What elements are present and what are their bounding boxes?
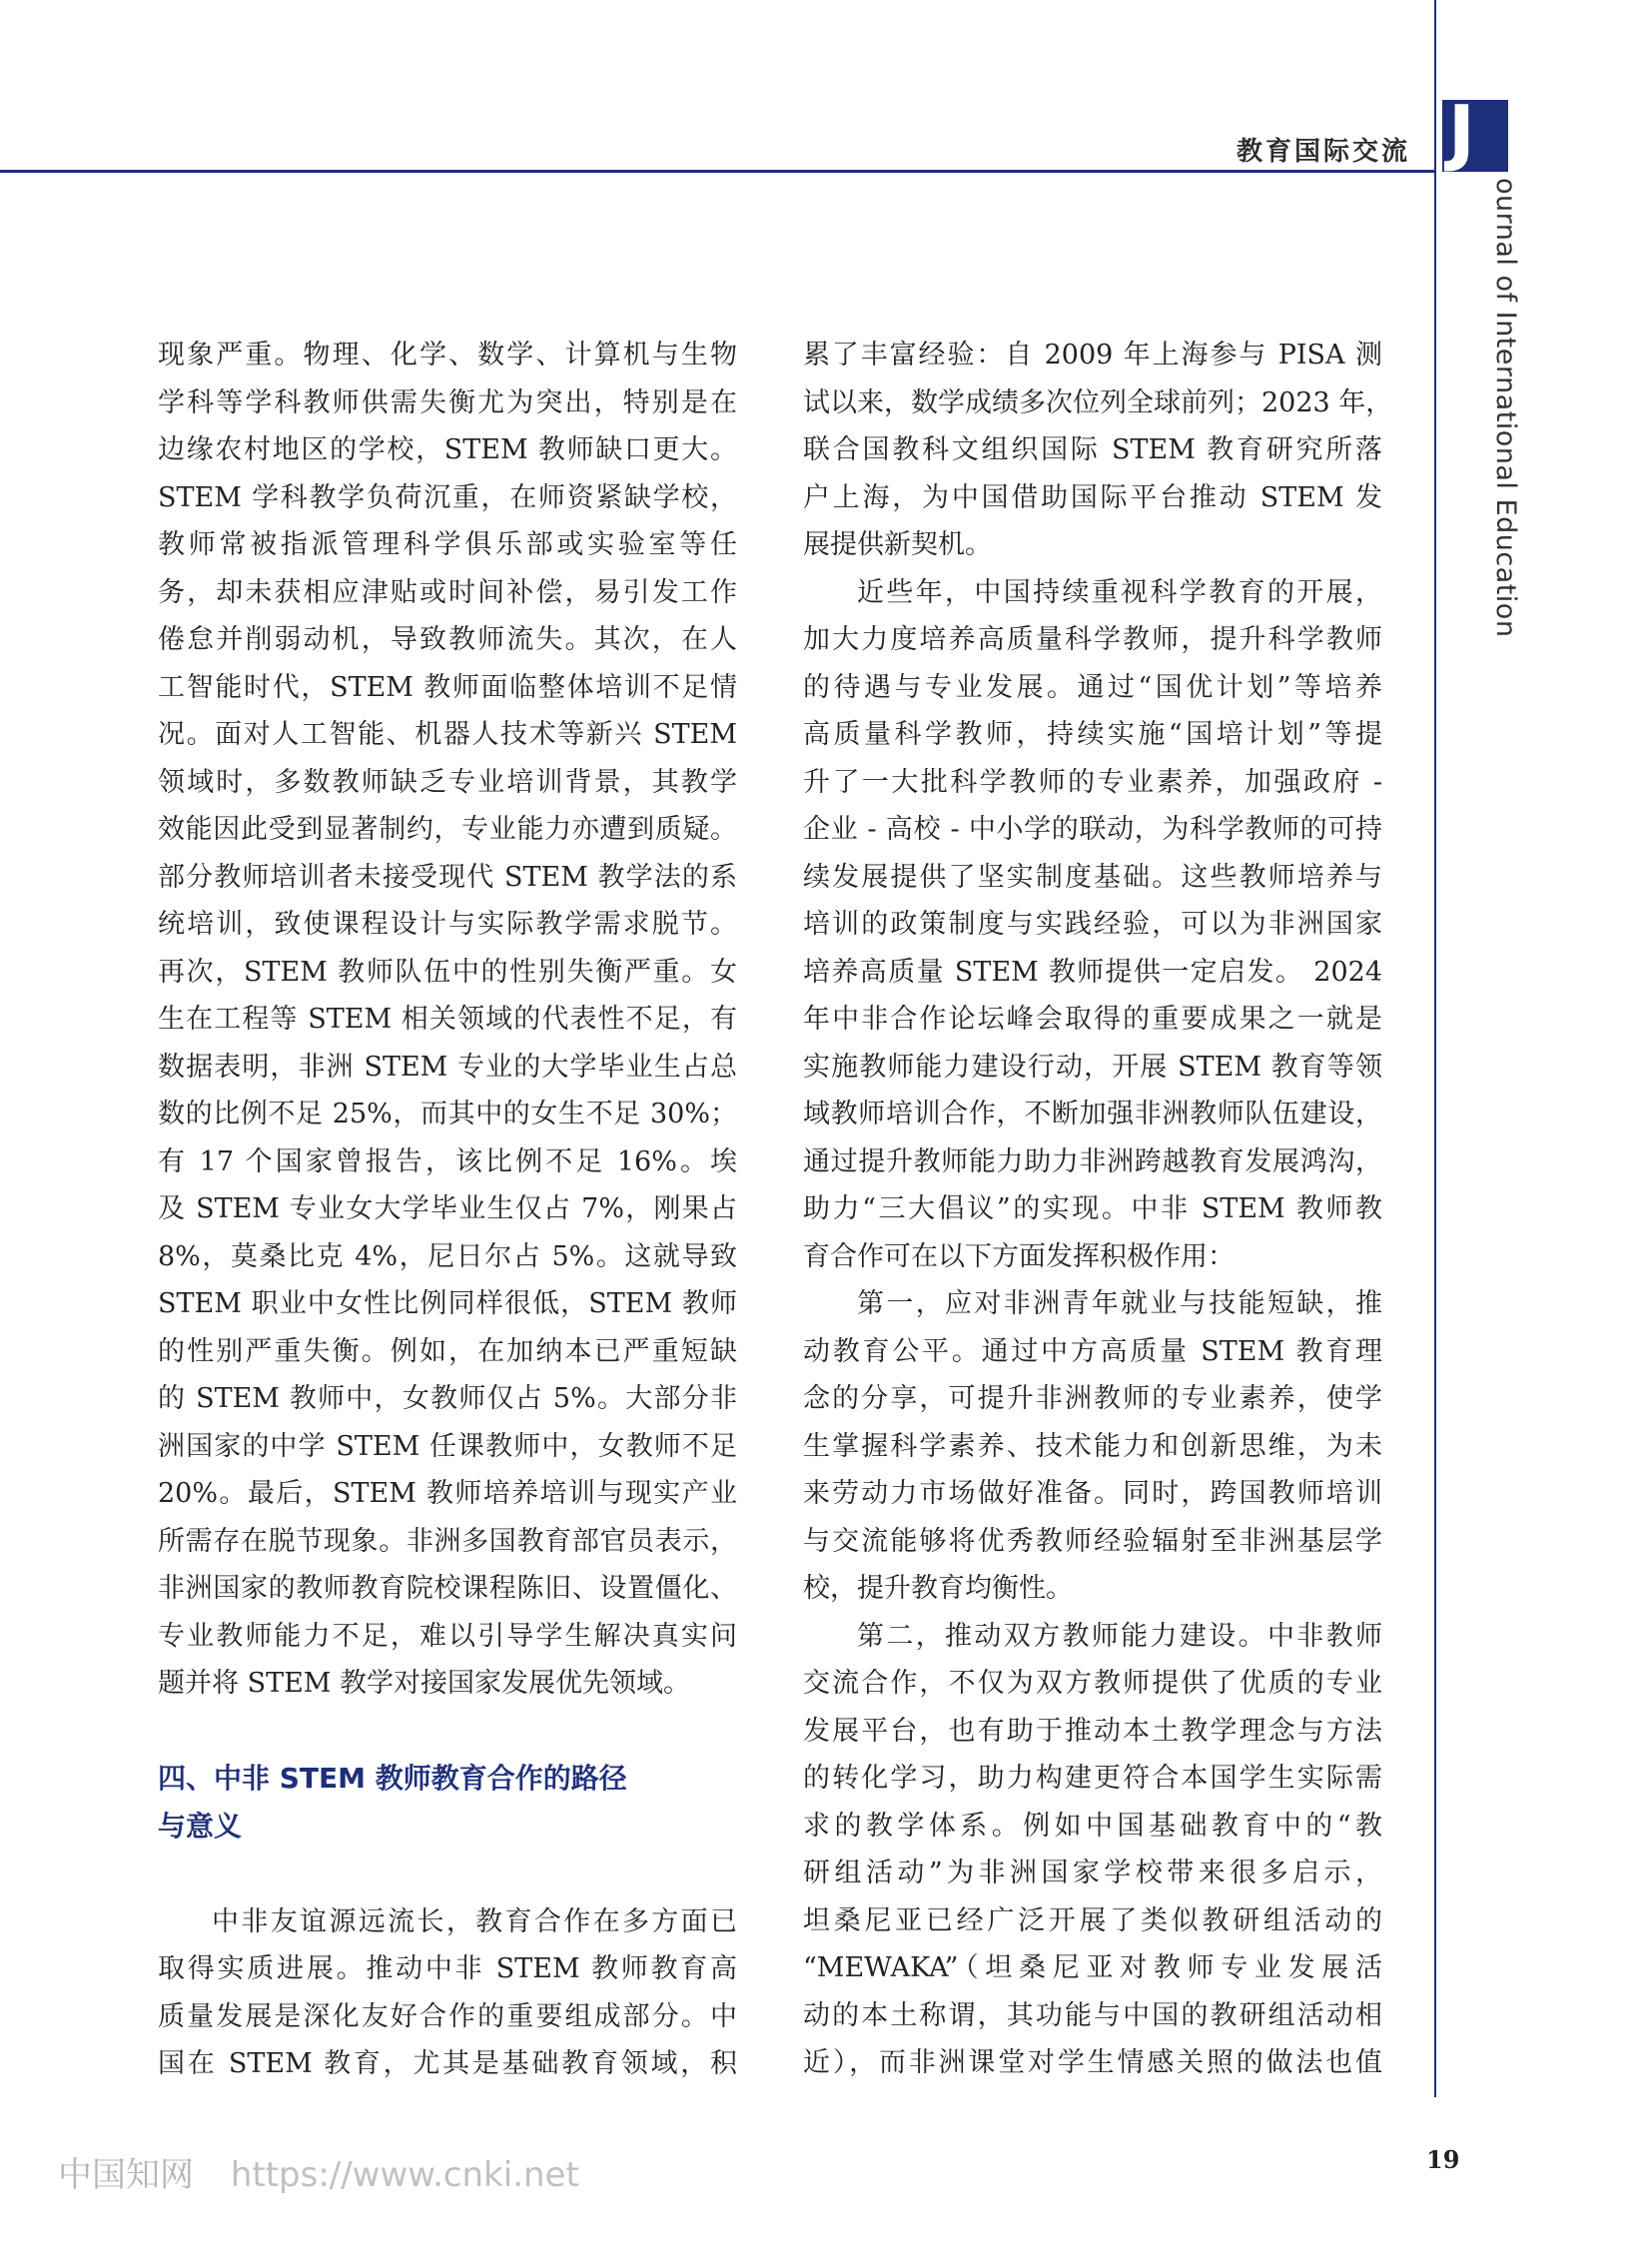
left-paragraph-1 <box>158 332 737 1708</box>
text-line: 生在工程等 STEM 相关领域的代表性不足，有 <box>158 1004 737 1035</box>
text-line: 联合国教科文组织国际 STEM 教育研究所落 <box>803 434 1382 465</box>
text-line: 生掌握科学素养、技术能力和创新思维，为未 <box>803 1430 1382 1462</box>
text-line: 现象严重。物理、化学、数学、计算机与生物 <box>158 340 737 371</box>
text-line: 非洲国家的教师教育院校课程陈旧、设置僵化、 <box>158 1573 737 1604</box>
text-line: 坦桑尼亚已经广泛开展了类似教研组活动的 <box>803 1904 1382 1936</box>
text-line: 年中非合作论坛峰会取得的重要成果之一就是 <box>803 1004 1382 1035</box>
text-line: 的 STEM 教师中，女教师仅占 5%。大部分非 <box>158 1383 737 1414</box>
text-line: 累了丰富经验：自 2009 年上海参与 PISA 测 <box>803 340 1382 371</box>
heading-line: 四、中非 STEM 教师教育合作的路径 <box>158 1762 627 1795</box>
text-line: 研组活动”为非洲国家学校带来很多启示， <box>803 1858 1382 1888</box>
right-paragraph-3 <box>803 1280 1382 1613</box>
text-line: 所需存在脱节现象。非洲多国教育部官员表示， <box>158 1525 737 1557</box>
text-line: 务，却未获相应津贴或时间补偿，易引发工作 <box>158 576 737 608</box>
text-line: 发展平台，也有助于推动本土教学理念与方法 <box>803 1715 1382 1747</box>
text-line: 来劳动力市场做好准备。同时，跨国教师培训 <box>803 1478 1382 1509</box>
text-line: 校，提升教育均衡性。 <box>803 1573 1073 1604</box>
section-heading <box>158 1755 737 1851</box>
left-column <box>158 332 737 2088</box>
text-line: STEM 学科教学负荷沉重，在师资紧缺学校， <box>158 481 737 513</box>
heading-line: 与意义 <box>158 1810 243 1843</box>
text-line: 企业 - 高校 - 中小学的联动，为科学教师的可持 <box>803 814 1382 845</box>
text-line: 统培训，致使课程设计与实际教学需求脱节。 <box>158 909 737 940</box>
text-line: 有 17 个国家曾报告，该比例不足 16%。埃 <box>158 1145 737 1177</box>
text-line: STEM 职业中女性比例同样很低，STEM 教师 <box>158 1288 737 1319</box>
text-line: 专业教师能力不足，难以引导学生解决真实问 <box>158 1620 737 1652</box>
text-line: 动的本土称谓，其功能与中国的教研组活动相 <box>803 1999 1382 2031</box>
text-line: 洲国家的中学 STEM 任课教师中，女教师不足 <box>158 1430 737 1462</box>
journal-logo <box>1442 90 1508 174</box>
text-line: 加大力度培养高质量科学教师，提升科学教师 <box>803 624 1382 655</box>
text-line: 再次，STEM 教师队伍中的性别失衡严重。女 <box>158 956 737 988</box>
text-line: 户上海，为中国借助国际平台推动 STEM 发 <box>803 481 1382 513</box>
page-number: 19 <box>1426 2145 1460 2174</box>
margin-rule <box>1434 0 1436 2097</box>
text-line: 第一，应对非洲青年就业与技能短缺，推 <box>857 1288 1382 1319</box>
text-line: 近些年，中国持续重视科学教育的开展， <box>857 576 1382 608</box>
journal-title: 教育国际交流 <box>1237 137 1411 167</box>
watermark-brand: 中国知网 <box>58 2155 194 2195</box>
text-line: 数的比例不足 25%，而其中的女生不足 30%； <box>158 1099 737 1129</box>
cnki-watermark <box>58 2147 579 2196</box>
text-line: 的性别严重失衡。例如，在加纳本已严重短缺 <box>158 1335 737 1367</box>
text-line: 数据表明，非洲 STEM 专业的大学毕业生占总 <box>158 1051 737 1083</box>
text-line: 学科等学科教师供需失衡尤为突出，特别是在 <box>158 386 737 418</box>
right-paragraph-2 <box>803 569 1382 1281</box>
text-line: 第二，推动双方教师能力建设。中非教师 <box>857 1620 1382 1652</box>
text-line: 领域时，多数教师缺乏专业培训背景，其教学 <box>158 766 737 798</box>
text-line: 求的教学体系。例如中国基础教育中的“教 <box>803 1810 1382 1842</box>
text-line: 取得实质进展。推动中非 STEM 教师教育高 <box>158 1953 737 1984</box>
text-line: 效能因此受到显著制约，专业能力亦遭到质疑。 <box>158 814 737 845</box>
text-line: 工智能时代，STEM 教师面临整体培训不足情 <box>158 671 737 703</box>
journal-side-title: ournal of International Education <box>1490 178 1521 638</box>
journal-logo-letter: J <box>1448 90 1475 174</box>
text-line: 试以来，数学成绩多次位列全球前列；2023 年， <box>803 386 1393 418</box>
text-line: 育合作可在以下方面发挥积极作用： <box>803 1240 1235 1272</box>
text-line: 与交流能够将优秀教师经验辐射至非洲基层学 <box>803 1525 1382 1557</box>
text-line: 升了一大批科学教师的专业素养，加强政府 - <box>803 766 1382 798</box>
text-line: 域教师培训合作，不断加强非洲教师队伍建设， <box>803 1099 1382 1129</box>
text-line: 的转化学习，助力构建更符合本国学生实际需 <box>803 1763 1382 1794</box>
text-line: 倦怠并削弱动机，导致教师流失。其次，在人 <box>158 624 737 655</box>
left-paragraph-2 <box>158 1898 737 2088</box>
text-line: 国在 STEM 教育，尤其是基础教育领域，积 <box>158 2048 737 2079</box>
text-line: “MEWAKA”（坦桑尼亚对教师专业发展活 <box>803 1952 1382 1983</box>
text-line: 况。面对人工智能、机器人技术等新兴 STEM <box>158 719 737 750</box>
text-line: 实施教师能力建设行动，开展 STEM 教育等领 <box>803 1051 1382 1083</box>
right-column <box>803 332 1393 2087</box>
text-line: 中非友谊源远流长，教育合作在多方面已 <box>212 1905 737 1937</box>
text-line: 通过提升教师能力助力非洲跨越教育发展鸿沟， <box>803 1145 1382 1177</box>
text-line: 题并将 STEM 教学对接国家发展优先领域。 <box>158 1668 691 1699</box>
text-line: 的待遇与专业发展。通过“国优计划”等培养 <box>803 671 1382 703</box>
text-line: 近），而非洲课堂对学生情感关照的做法也值 <box>803 2047 1382 2078</box>
text-line: 及 STEM 专业女大学毕业生仅占 7%，刚果占 <box>158 1193 737 1224</box>
spacer <box>158 1851 737 1898</box>
right-paragraph-4 <box>803 1613 1382 2087</box>
text-line: 念的分享，可提升非洲教师的专业素养，使学 <box>803 1383 1382 1414</box>
text-line: 高质量科学教师，持续实施“国培计划”等提 <box>803 719 1382 750</box>
spacer <box>158 1708 737 1756</box>
text-line: 交流合作，不仅为双方教师提供了优质的专业 <box>803 1668 1382 1699</box>
text-line: 部分教师培训者未接受现代 STEM 教学法的系 <box>158 861 737 893</box>
text-line: 培训的政策制度与实践经验，可以为非洲国家 <box>803 909 1382 940</box>
text-line: 质量发展是深化友好合作的重要组成部分。中 <box>158 2000 737 2032</box>
text-line: 助力“三大倡议”的实现。中非 STEM 教师教 <box>803 1193 1382 1224</box>
text-line: 20%。最后，STEM 教师培养培训与现实产业 <box>158 1478 737 1509</box>
text-line: 续发展提供了坚实制度基础。这些教师培养与 <box>803 861 1382 893</box>
text-line: 展提供新契机。 <box>803 529 992 560</box>
text-line: 边缘农村地区的学校，STEM 教师缺口更大。 <box>158 434 737 465</box>
text-line: 8%，莫桑比克 4%，尼日尔占 5%。这就导致 <box>158 1240 737 1272</box>
text-line: 动教育公平。通过中方高质量 STEM 教育理 <box>803 1335 1382 1367</box>
header-rule <box>0 170 1434 173</box>
right-paragraph-1 <box>803 332 1393 569</box>
text-line: 教师常被指派管理科学俱乐部或实验室等任 <box>158 529 737 560</box>
text-line: 培养高质量 STEM 教师提供一定启发。 2024 <box>803 956 1382 988</box>
watermark-url: https://www.cnki.net <box>230 2155 579 2195</box>
